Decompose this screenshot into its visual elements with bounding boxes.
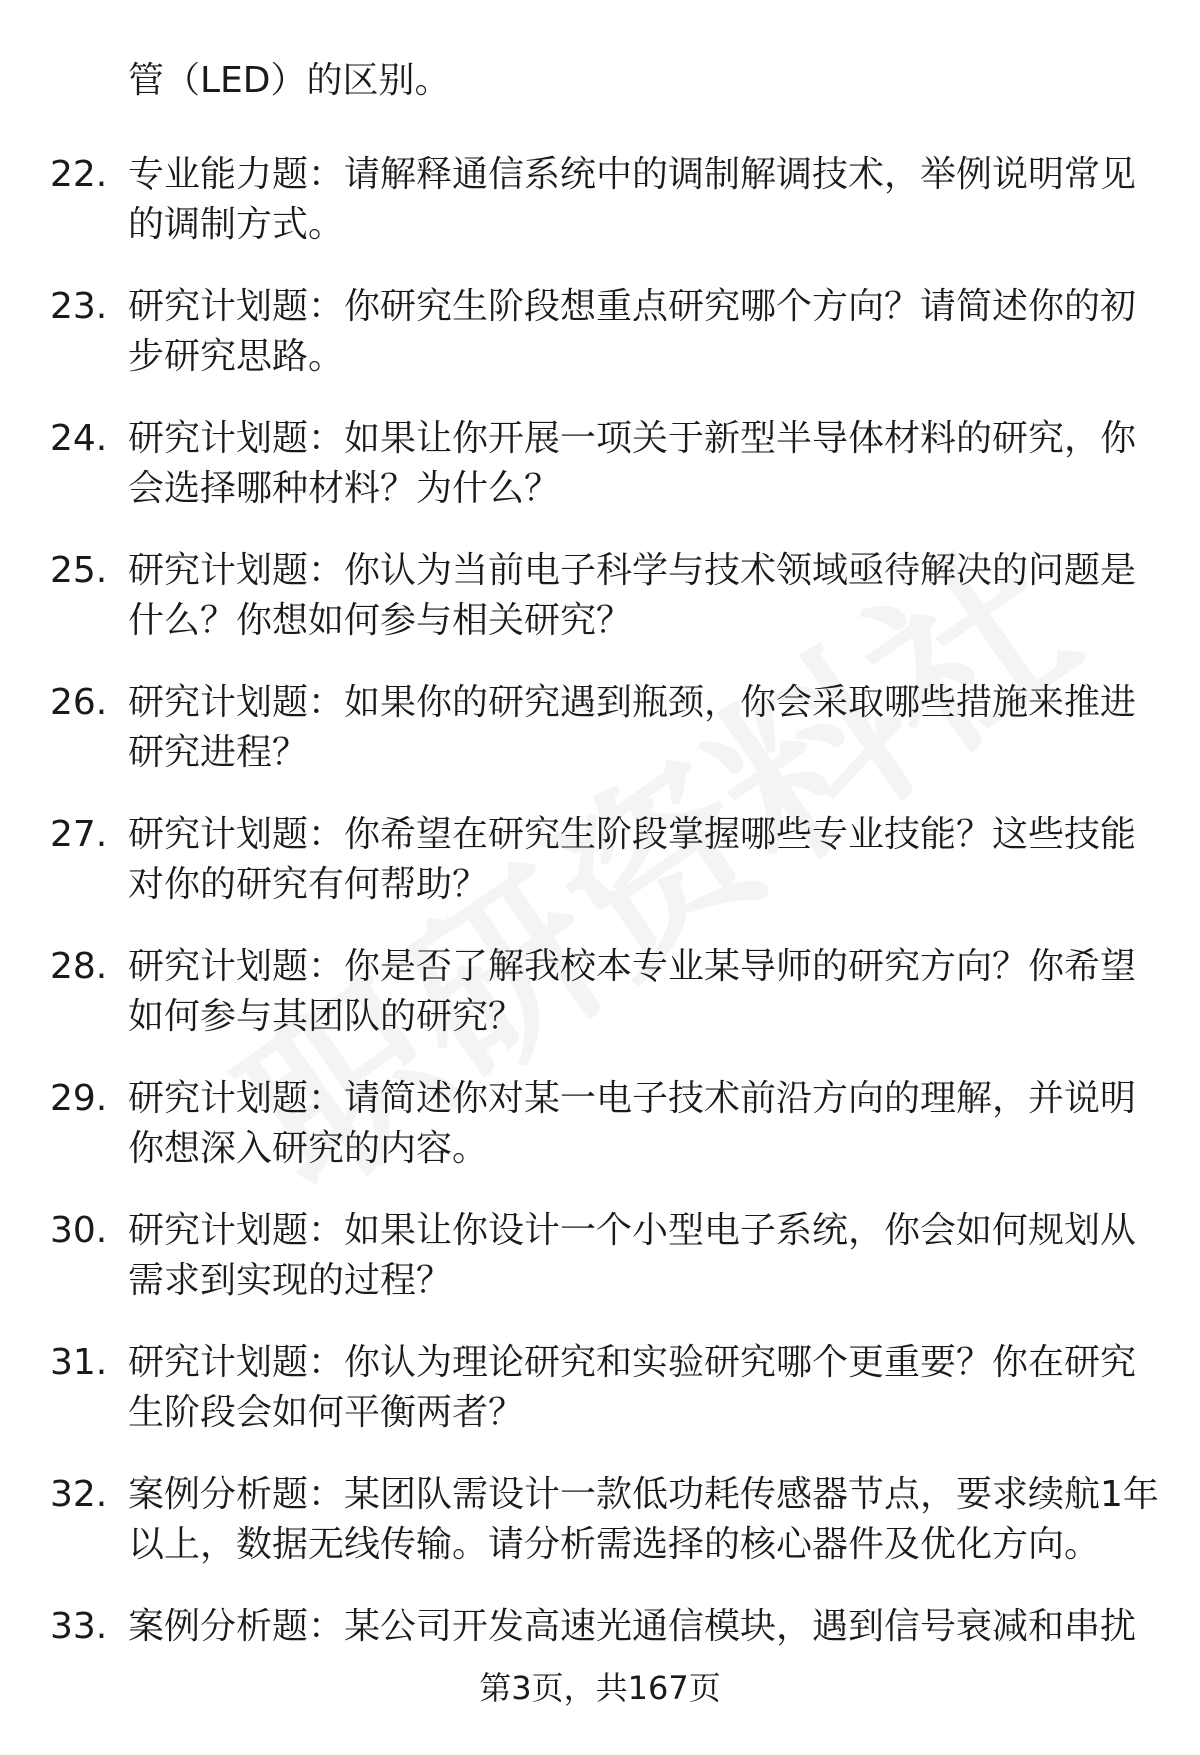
question-line: 研究计划题：你研究生阶段想重点研究哪个方向？请简述你的初 [128, 286, 1137, 327]
question-item [50, 1074, 1150, 1174]
question-line: 步研究思路。 [128, 336, 345, 377]
question-line: 研究计划题：你希望在研究生阶段掌握哪些专业技能？这些技能 [128, 814, 1137, 855]
question-line: 研究计划题：你认为理论研究和实验研究哪个更重要？你在研究 [128, 1342, 1137, 1383]
question-line: 研究计划题：你认为当前电子科学与技术领域亟待解决的问题是 [128, 550, 1137, 591]
question-line: 研究计划题：如果你的研究遇到瓶颈，你会采取哪些措施来推进 [128, 682, 1137, 723]
question-number: 25. [50, 550, 108, 591]
intro-continuation: 管（LED）的区别。 [128, 60, 451, 101]
question-number: 30. [50, 1210, 108, 1251]
question-number: 29. [50, 1078, 108, 1119]
page-footer: 第3页，共167页 [479, 1669, 721, 1707]
question-line: 研究计划题：你是否了解我校本专业某导师的研究方向？你希望 [128, 946, 1137, 987]
question-item [50, 678, 1150, 778]
question-number: 22. [50, 154, 108, 195]
question-number: 33. [50, 1606, 108, 1647]
question-text [128, 810, 1150, 910]
question-item [50, 1338, 1150, 1438]
question-text [128, 1602, 1150, 1652]
question-number: 26. [50, 682, 108, 723]
question-number: 32. [50, 1474, 108, 1515]
question-number: 31. [50, 1342, 108, 1383]
question-line: 研究计划题：请简述你对某一电子技术前沿方向的理解，并说明 [128, 1078, 1137, 1119]
question-item [50, 1470, 1159, 1570]
question-number: 27. [50, 814, 108, 855]
question-line: 需求到实现的过程？ [128, 1260, 453, 1301]
question-line: 会选择哪种材料？为什么？ [128, 468, 561, 509]
question-line: 研究进程？ [128, 732, 309, 773]
question-line: 研究计划题：如果让你开展一项关于新型半导体材料的研究，你 [128, 418, 1137, 459]
question-text [128, 1206, 1150, 1306]
question-line: 以上，数据无线传输。请分析需选择的核心器件及优化方向。 [128, 1524, 1101, 1565]
question-line: 专业能力题：请解释通信系统中的调制解调技术，举例说明常见 [128, 154, 1137, 195]
question-text [128, 546, 1150, 646]
question-text [128, 678, 1150, 778]
question-line: 研究计划题：如果让你设计一个小型电子系统，你会如何规划从 [128, 1210, 1137, 1251]
question-item [50, 1602, 1150, 1652]
question-line: 什么？你想如何参与相关研究？ [128, 600, 633, 641]
question-item [50, 546, 1150, 646]
question-line: 对你的研究有何帮助？ [128, 864, 489, 905]
question-item [50, 1206, 1150, 1306]
question-line: 的调制方式。 [128, 204, 345, 245]
question-number: 23. [50, 286, 108, 327]
question-text [128, 1470, 1159, 1570]
question-item [50, 282, 1150, 382]
question-line: 生阶段会如何平衡两者？ [128, 1392, 525, 1433]
question-text [128, 1338, 1150, 1438]
question-line: 案例分析题：某公司开发高速光通信模块，遇到信号衰减和串扰 [128, 1606, 1137, 1647]
question-text [128, 1074, 1150, 1174]
question-item [50, 942, 1150, 1042]
question-text [128, 414, 1150, 514]
question-line: 你想深入研究的内容。 [128, 1128, 489, 1169]
question-line: 案例分析题：某团队需设计一款低功耗传感器节点，要求续航1年 [128, 1474, 1159, 1515]
question-item [50, 810, 1150, 910]
question-list [50, 56, 1159, 1652]
question-text [128, 282, 1150, 382]
question-number: 24. [50, 418, 108, 459]
question-number: 28. [50, 946, 108, 987]
question-text [128, 942, 1150, 1042]
question-text [128, 150, 1150, 250]
question-item [50, 150, 1150, 250]
question-item [50, 414, 1150, 514]
question-line: 如何参与其团队的研究？ [128, 996, 525, 1037]
